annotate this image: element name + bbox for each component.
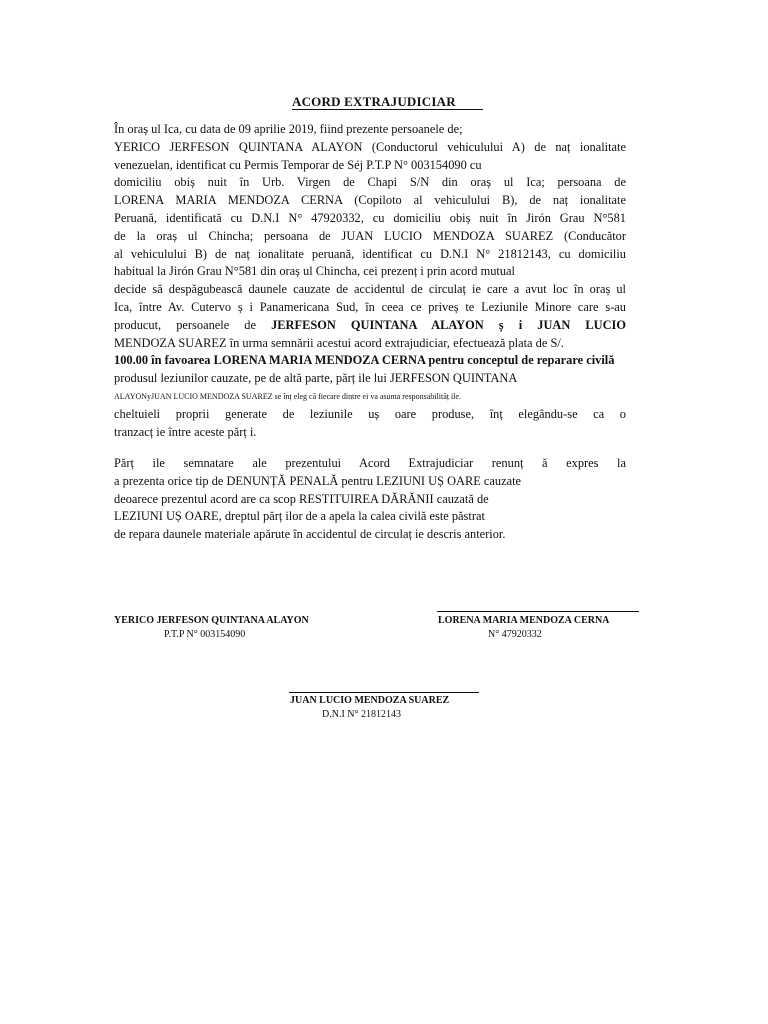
agreement-paragraph-2 (114, 455, 626, 544)
text-line-mixed (114, 317, 626, 335)
bold-names: JERFESON QUINTANA ALAYON ș i JUAN LUCIO (271, 317, 626, 332)
signature-line-right (437, 611, 639, 612)
signature-id-bottom: D.N.I N° 21812143 (322, 709, 401, 720)
text-segment: producut, persoanele de (114, 317, 256, 332)
text-line: a prezenta orice tip de DENUNȚĂ PENALĂ pentru LEZIUNI UȘ OARE cauzate (114, 473, 522, 488)
text-line: MENDOZA SUAREZ în urma semnării acestui acord extrajudiciar, efectuează plata de S/. (114, 335, 564, 350)
signature-line-bottom (289, 692, 479, 693)
text-line: al vehiculului B) de naț ionalitate peruană, identificat cu D.N.I N° 21812143, cu domiciliu (114, 246, 626, 261)
text-line: YERICO JERFESON QUINTANA ALAYON (Conductorul vehiculului A) de naț ionalitate (114, 139, 626, 154)
title-underline (292, 109, 483, 110)
agreement-paragraph-1 (114, 121, 626, 441)
signature-name-right: LORENA MARIA MENDOZA CERNA (438, 615, 610, 626)
payment-amount-text: 100.00 în favoarea LORENA MARIA MENDOZA CERNA pentru conceptul de reparare civilă (114, 353, 615, 368)
text-line: produsul leziunilor cauzate, pe de altă parte, părț ile lui JERFESON QUINTANA (114, 371, 518, 386)
text-line: cheltuieli proprii generate de leziunile uș oare produse, înț elegându-se ca o (114, 406, 626, 421)
text-line: În oraș ul Ica, cu data de 09 aprilie 2019, fiind prezente persoanele de; (114, 122, 463, 136)
signature-id-left: P.T.P N° 003154090 (164, 629, 246, 640)
text-line: venezuelan, identificat cu Permis Temporar de Séj P.T.P N° 003154090 cu (114, 157, 482, 172)
signature-name-left: YERICO JERFESON QUINTANA ALAYON (114, 615, 309, 626)
text-line: de repara daunele materiale apărute în accidentul de circulaț ie descris anterior. (114, 527, 506, 542)
text-line: deoarece prezentul acord are ca scop RESTITUIREA DĂRĂNII cauzată de (114, 491, 489, 506)
signature-id-right: N° 47920332 (488, 629, 542, 640)
text-line: LORENA MARIA MENDOZA CERNA (Copiloto al vehiculului B), de naț ionalitate (114, 193, 626, 208)
text-line: Ica, între Av. Cutervo ș i Panamericana Sud, în ceea ce priveș te Leziunile Minore care s-au (114, 299, 626, 314)
signature-name-bottom: JUAN LUCIO MENDOZA SUAREZ (290, 695, 450, 706)
text-line: tranzacț ie între aceste părț i. (114, 424, 257, 439)
text-line-small: ALAYONyJUAN LUCIO MENDOZA SUAREZ se înț eleg că fiecare dintre ei va asuma responsabilităț ile. (114, 391, 461, 401)
text-line: Peruană, identificată cu D.N.I N° 47920332, cu domiciliu obiș nuit în Jirón Grau N°581 (114, 210, 626, 225)
document-title: ACORD EXTRAJUDICIAR (292, 94, 456, 109)
text-line: habitual la Jirón Grau N°581 din oraș ul Chincha, cei prezenț i prin acord mutual (114, 264, 515, 279)
text-line: LEZIUNI UȘ OARE, dreptul părț ilor de a apela la calea civilă este păstrat (114, 509, 485, 524)
text-line: Părț ile semnatare ale prezentului Acord Extrajudiciar renunț ă expres la (114, 456, 626, 470)
text-line: de la oraș ul Chincha; persoana de JUAN LUCIO MENDOZA SUAREZ (Conducător (114, 228, 626, 243)
payment-line (114, 352, 626, 370)
text-line: domiciliu obiș nuit în Urb. Virgen de Chapi S/N din oraș ul Ica; persoana de (114, 175, 626, 190)
text-line: decide să despăgubească daunele cauzate de accidentul de circulaț ie care a avut loc în oraș ul (114, 282, 626, 297)
